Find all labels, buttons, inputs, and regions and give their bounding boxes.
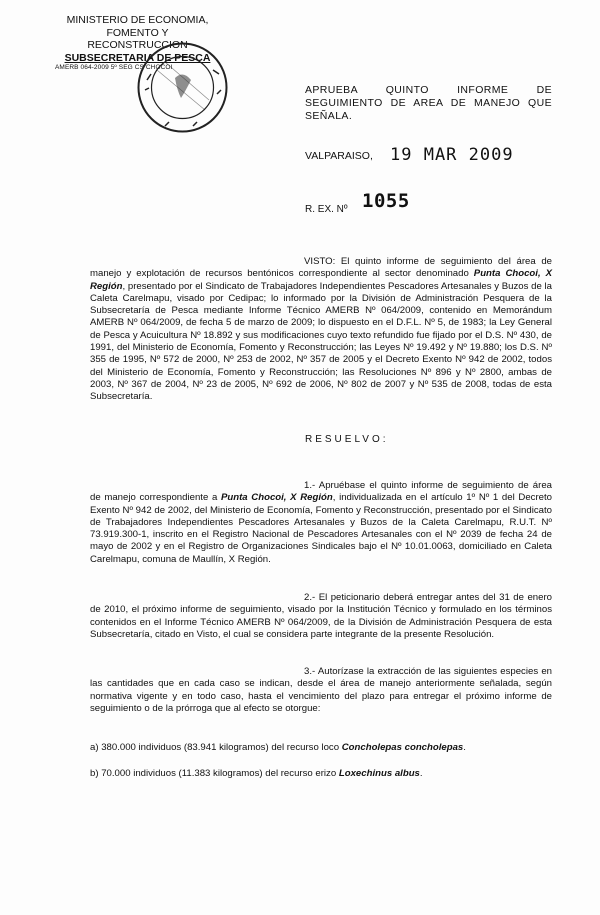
header-line-3: SUBSECRETARIA DE PESCA [64,51,211,64]
item-b-species: Loxechinus albus [338,768,420,779]
item-a-end: . [463,742,466,753]
article-2-paragraph [90,592,552,641]
item-b-end: . [419,768,423,779]
resolution-number: 1055 [362,190,410,212]
item-a-text: a) 380.000 individuos (83.941 kilogramos) del recurso loco [90,742,342,753]
article-3-lead: 3.- Autorízase la extracción de las siguientes [304,666,498,677]
visto-body-b: , presentado por el Sindicato de Trabajadores Independientes Pescadores Artesanales y Buzos de la Caleta Carelmapu, visado por Cedipac; lo informado por la División de Administración Pesquera de la Subsecretaría de Pesca mediante Informe Técnico AMERB Nº 064/2009, contenido en Memorándum AMERB Nº 064/2009, de fecha 5 de marzo de 2009; lo dispuesto en el D.F.L. Nº 5, de 1983; la Ley General de Pesca y Acuicultura Nº 18.892 y sus modificaciones cuyo texto refundido fue fijado por el D.S. Nº 430, de 1991, del Ministerio de Economía, Fomento y Reconstrucción; las Leyes Nº 19.492 y Nº 19.880; los D.S. Nº 355 de 1995, Nº 572 de 2000, Nº 253 de 2002, Nº 357 de 2005 y el Decreto Exento Nº 942 de 2002, todos del Ministerio de Economía, Fomento y Reconstrucción; las Resoluciones Nº 896 y Nº 2800, ambas de 2003, Nº 367 de 2004, Nº 23 de 2005, Nº 692 de 2006, Nº 802 de 2007 y Nº 535 de 2008, todas de esta Subsecretaría. [90,280,552,403]
visto-lead: VISTO: El quinto informe de seguimiento del área [304,256,536,267]
visto-body-a: de manejo y explotación de recursos bentónicos correspondiente al sector denominado [90,256,552,280]
article-1-paragraph [90,480,552,566]
article-2-lead: 2.- El peticionario deberá entregar antes del 31 de [304,592,524,603]
article-1-body-b: , individualizada en el artículo 1º Nº 1 del Decreto Exento Nº 942 de 2002, del Ministerio de Economía, Fomento y Reconstrucción, presentado por el Sindicato de Trabajadores Independientes Pescadores Artesanales y Buzos de la Caleta Carelmapu, R.U.T. Nº 73.919.300-1, inscrito en el Registro Nacional de Pescadores Artesanales con el Nº 2039 de fecha 24 de mayo de 2002 y en el Registro de Organizaciones Sindicales bajo el Nº 10.01.0063, domiciliado en Caleta Carelmapu, comuna de Maullín, X Región. [90,492,552,565]
official-seal-stamp [135,40,230,135]
date-stamp: 19 MAR 2009 [390,145,514,165]
visto-place: Punta Chocoi, X Región [90,268,553,292]
header-line-1: MINISTERIO DE ECONOMIA, [66,14,209,26]
visto-paragraph [90,256,552,404]
article-3-paragraph [90,666,552,715]
header-line-4: AMERB 064-2009 5º SEG CS CHOCOI [55,64,173,71]
resuelvo-heading: RESUELVO: [305,434,389,445]
article-1-place: Punta Chocoi, X Región [220,492,333,504]
article-1-body-a: área de manejo correspondiente a [90,480,552,504]
place-label: VALPARAISO, [305,150,373,162]
list-item [90,742,466,754]
header-line-2: FOMENTO Y RECONSTRUCCION [87,26,188,51]
resolution-exenta-label: R. EX. Nº [305,204,348,215]
list-item [90,768,423,780]
item-b-text: b) 70.000 individuos (11.383 kilogramos) del recurso erizo [90,768,339,779]
article-2-body: enero de 2010, el próximo informe de seguimiento, visado por la Institución Técnico y formulado en los términos contenidos en el Informe Técnico AMERB Nº 064/2009, de la División de Administración Pesquera de esta Subsecretaría, citado en Visto, el cual se considera parte integrante de la presente Resolución. [90,592,552,640]
article-1-lead: 1.- Apruébase el quinto informe de seguimiento de [304,480,529,491]
resolution-subject: APRUEBA QUINTO INFORME DE SEGUIMIENTO DE AREA DE MANEJO QUE SEÑALA. [305,84,552,122]
article-3-body: especies en las cantidades que en cada caso se indican, desde el área de manejo anteriormente señalada, según normativa vigente y en todo caso, hasta el vencimiento del plazo para entregar el próximo informe de seguimiento o de la prórroga que al efecto se otorgue: [90,666,552,714]
item-a-species: Concholepas concholepas [341,742,464,753]
